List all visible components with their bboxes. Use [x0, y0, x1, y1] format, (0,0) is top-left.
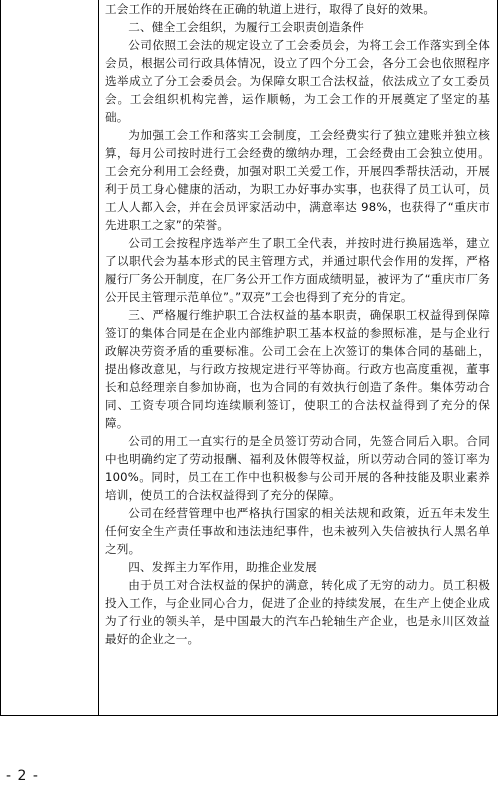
- paragraph: 公司依照工会法的规定设立了工会委员会，为将工会工作落实到全体会员，根据公司行政具体情况，设立了四个分工会，各分工会也依照程序选举成立了分工会委员会。为保障女职工合法权益，依法成立了女工委员会。工会组织机构完善，运作顺畅，为工会工作的开展奠定了坚定的基础。: [105, 38, 490, 124]
- section-heading-4: 四、发挥主力军作用，助推企业发展: [128, 560, 317, 574]
- paragraph: 公司工会按程序选举产生了职工全代表，并按时进行换届选举，建立了以职代会为基本形式的民主管理方式，并通过职代会作用的发挥，严格履行厂务公开制度，在厂务公开工作方面成绩明显，被评为了“重庆市厂务公开民主管理示范单位”。”双亮”工会也得到了充分的肯定。: [105, 236, 490, 304]
- section-heading-2: 二、健全工会组织，为履行工会职责创造条件: [128, 20, 365, 34]
- paragraph-continuation: 工会工作的开展始终在正确的轨道上进行，取得了良好的效果。: [105, 2, 436, 16]
- left-label-column: [1, 0, 99, 716]
- paragraph: 公司在经营管理中也严格执行国家的相关法规和政策，近五年未发生任何安全生产责任事故和违法违纪事件，也未被列入失信被执行人黑名单之列。: [105, 506, 490, 556]
- page-number: - 2 -: [6, 768, 39, 784]
- paragraph: 由于员工对合法权益的保护的满意，转化成了无穷的动力。员工积极投入工作，与企业同心合力，促进了企业的持续发展，在生产上使企业成为了行业的领头羊，是中国最大的汽车凸轮轴生产企业，也是永川区效益最好的企业之一。: [105, 578, 490, 646]
- paragraph: 公司的用工一直实行的是全员签订劳动合同，先签合同后入职。合同中也明确约定了劳动报酬、福利及休假等权益，所以劳动合同的签订率为 100%。同时，员工在工作中也积极参与公司开展的各种技能及职业素养培训，使员工的合法权益得到了充分的保障。: [105, 434, 490, 502]
- paragraph: 为加强工会工作和落实工会制度，工会经费实行了独立建账并独立核算，每月公司按时进行工会经费的缴纳办理，工会经费由工会独立使用。工会充分利用工会经费，加强对职工关爱工作，开展四季帮扶活动，开展利于员工身心健康的活动，为职工办好事办实事，也获得了员工认可，员工人人都入会，并在会员评家活动中，满意率达 98%，也获得了“重庆市先进职工之家”的荣誉。: [105, 128, 490, 232]
- document-body: [105, 0, 490, 648]
- paragraph-section-3: 三、严格履行维护职工合法权益的基本职责，确保职工权益得到保障签订的集体合同是在企业内部维护职工基本权益的参照标准，是与企业行政解决劳资矛盾的重要标准。公司工会在上次签订的集体合同的基础上，提出修改意见，与行政方按规定进行平等协商。行政方也高度重视，董事长和总经理亲自参加协商，也为合同的有效执行创造了条件。集体劳动合同、工资专项合同均连续顺利签订，使职工的合法权益得到了充分的保障。: [105, 308, 490, 430]
